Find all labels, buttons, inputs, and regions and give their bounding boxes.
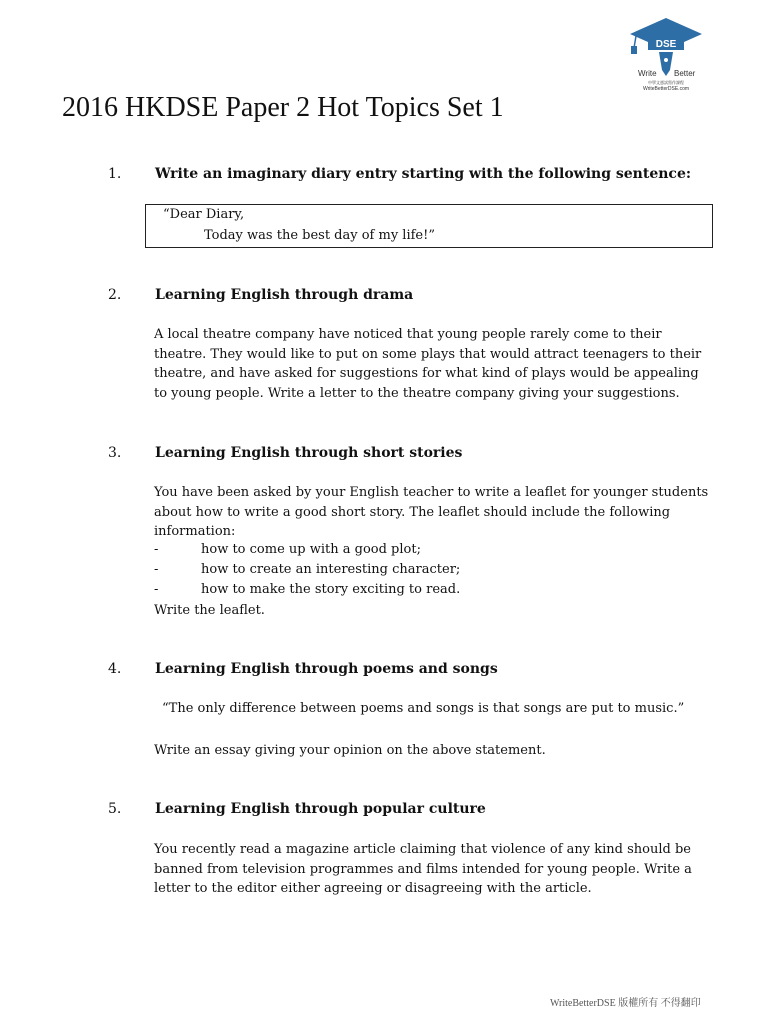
bullet-text: how to create an interesting character; [201,562,461,577]
copyright-footer: WriteBetterDSE 版權所有 不得翻印 [550,998,701,1009]
q3-intro [154,483,714,542]
q3-intro-line: about how to write a good short story. The leaflet should include the following [154,504,671,520]
bullet-dash: - [154,562,159,577]
q1-box-line2: Today was the best day of my life!” [204,228,435,243]
logo-website: WriteBetterDSE.com [642,86,690,92]
q3-closing: Write the leaflet. [154,603,265,618]
bullet-text: how to come up with a good plot; [201,542,421,557]
q5-number: 5. [108,801,122,817]
q2-body-line: to young people. Write a letter to the theatre company giving your suggestions. [154,385,680,401]
q5-body [154,840,714,899]
q2-body-line: theatre. They would like to put on some plays that would attract teenagers to their [154,346,702,362]
q4-quote: “The only difference between poems and songs is that songs are put to music.” [162,701,685,716]
q2-body-line: A local theatre company have noticed that young people rarely come to their [154,327,662,342]
q1-heading: Write an imaginary diary entry starting with the following sentence: [155,166,692,182]
q5-heading: Learning English through popular culture [155,801,486,817]
q5-body-line: You recently read a magazine article claiming that violence of any kind should be [154,842,691,857]
bullet-dash: - [154,542,159,557]
q3-heading: Learning English through short stories [155,445,463,461]
logo-word-write: Write [638,69,657,78]
q4-body: Write an essay giving your opinion on the above statement. [154,743,546,758]
q1-diary-box [145,204,713,248]
bullet-dash: - [154,582,159,597]
page-title: 2016 HKDSE Paper 2 Hot Topics Set 1 [62,92,504,123]
q2-body [154,325,714,403]
logo-badge-text: DSE [655,39,677,50]
q3-intro-line: You have been asked by your English teacher to write a leaflet for younger students [154,485,709,500]
q1-box-line1: “Dear Diary, [163,207,245,222]
q3-number: 3. [108,445,122,461]
graduation-cap-pen-icon [626,14,706,94]
q3-intro-line: information: [154,524,236,540]
q2-heading: Learning English through drama [155,287,414,303]
q4-number: 4. [108,661,122,677]
bullet-text: how to make the story exciting to read. [201,582,461,597]
q5-body-line: letter to the editor either agreeing or disagreeing with the article. [154,881,592,897]
logo-word-better: Better [674,69,696,78]
writebetterdse-logo [626,14,706,94]
logo-chinese-line: 中學文憑試寫作課程 [648,80,684,85]
q2-number: 2. [108,287,122,303]
q1-number: 1. [108,166,122,182]
q4-heading: Learning English through poems and songs [155,661,498,677]
q2-body-line: theatre, and have asked for suggestions for what kind of plays would be appealing [154,366,699,382]
q5-body-line: banned from television programmes and films intended for young people. Write a [154,861,692,877]
